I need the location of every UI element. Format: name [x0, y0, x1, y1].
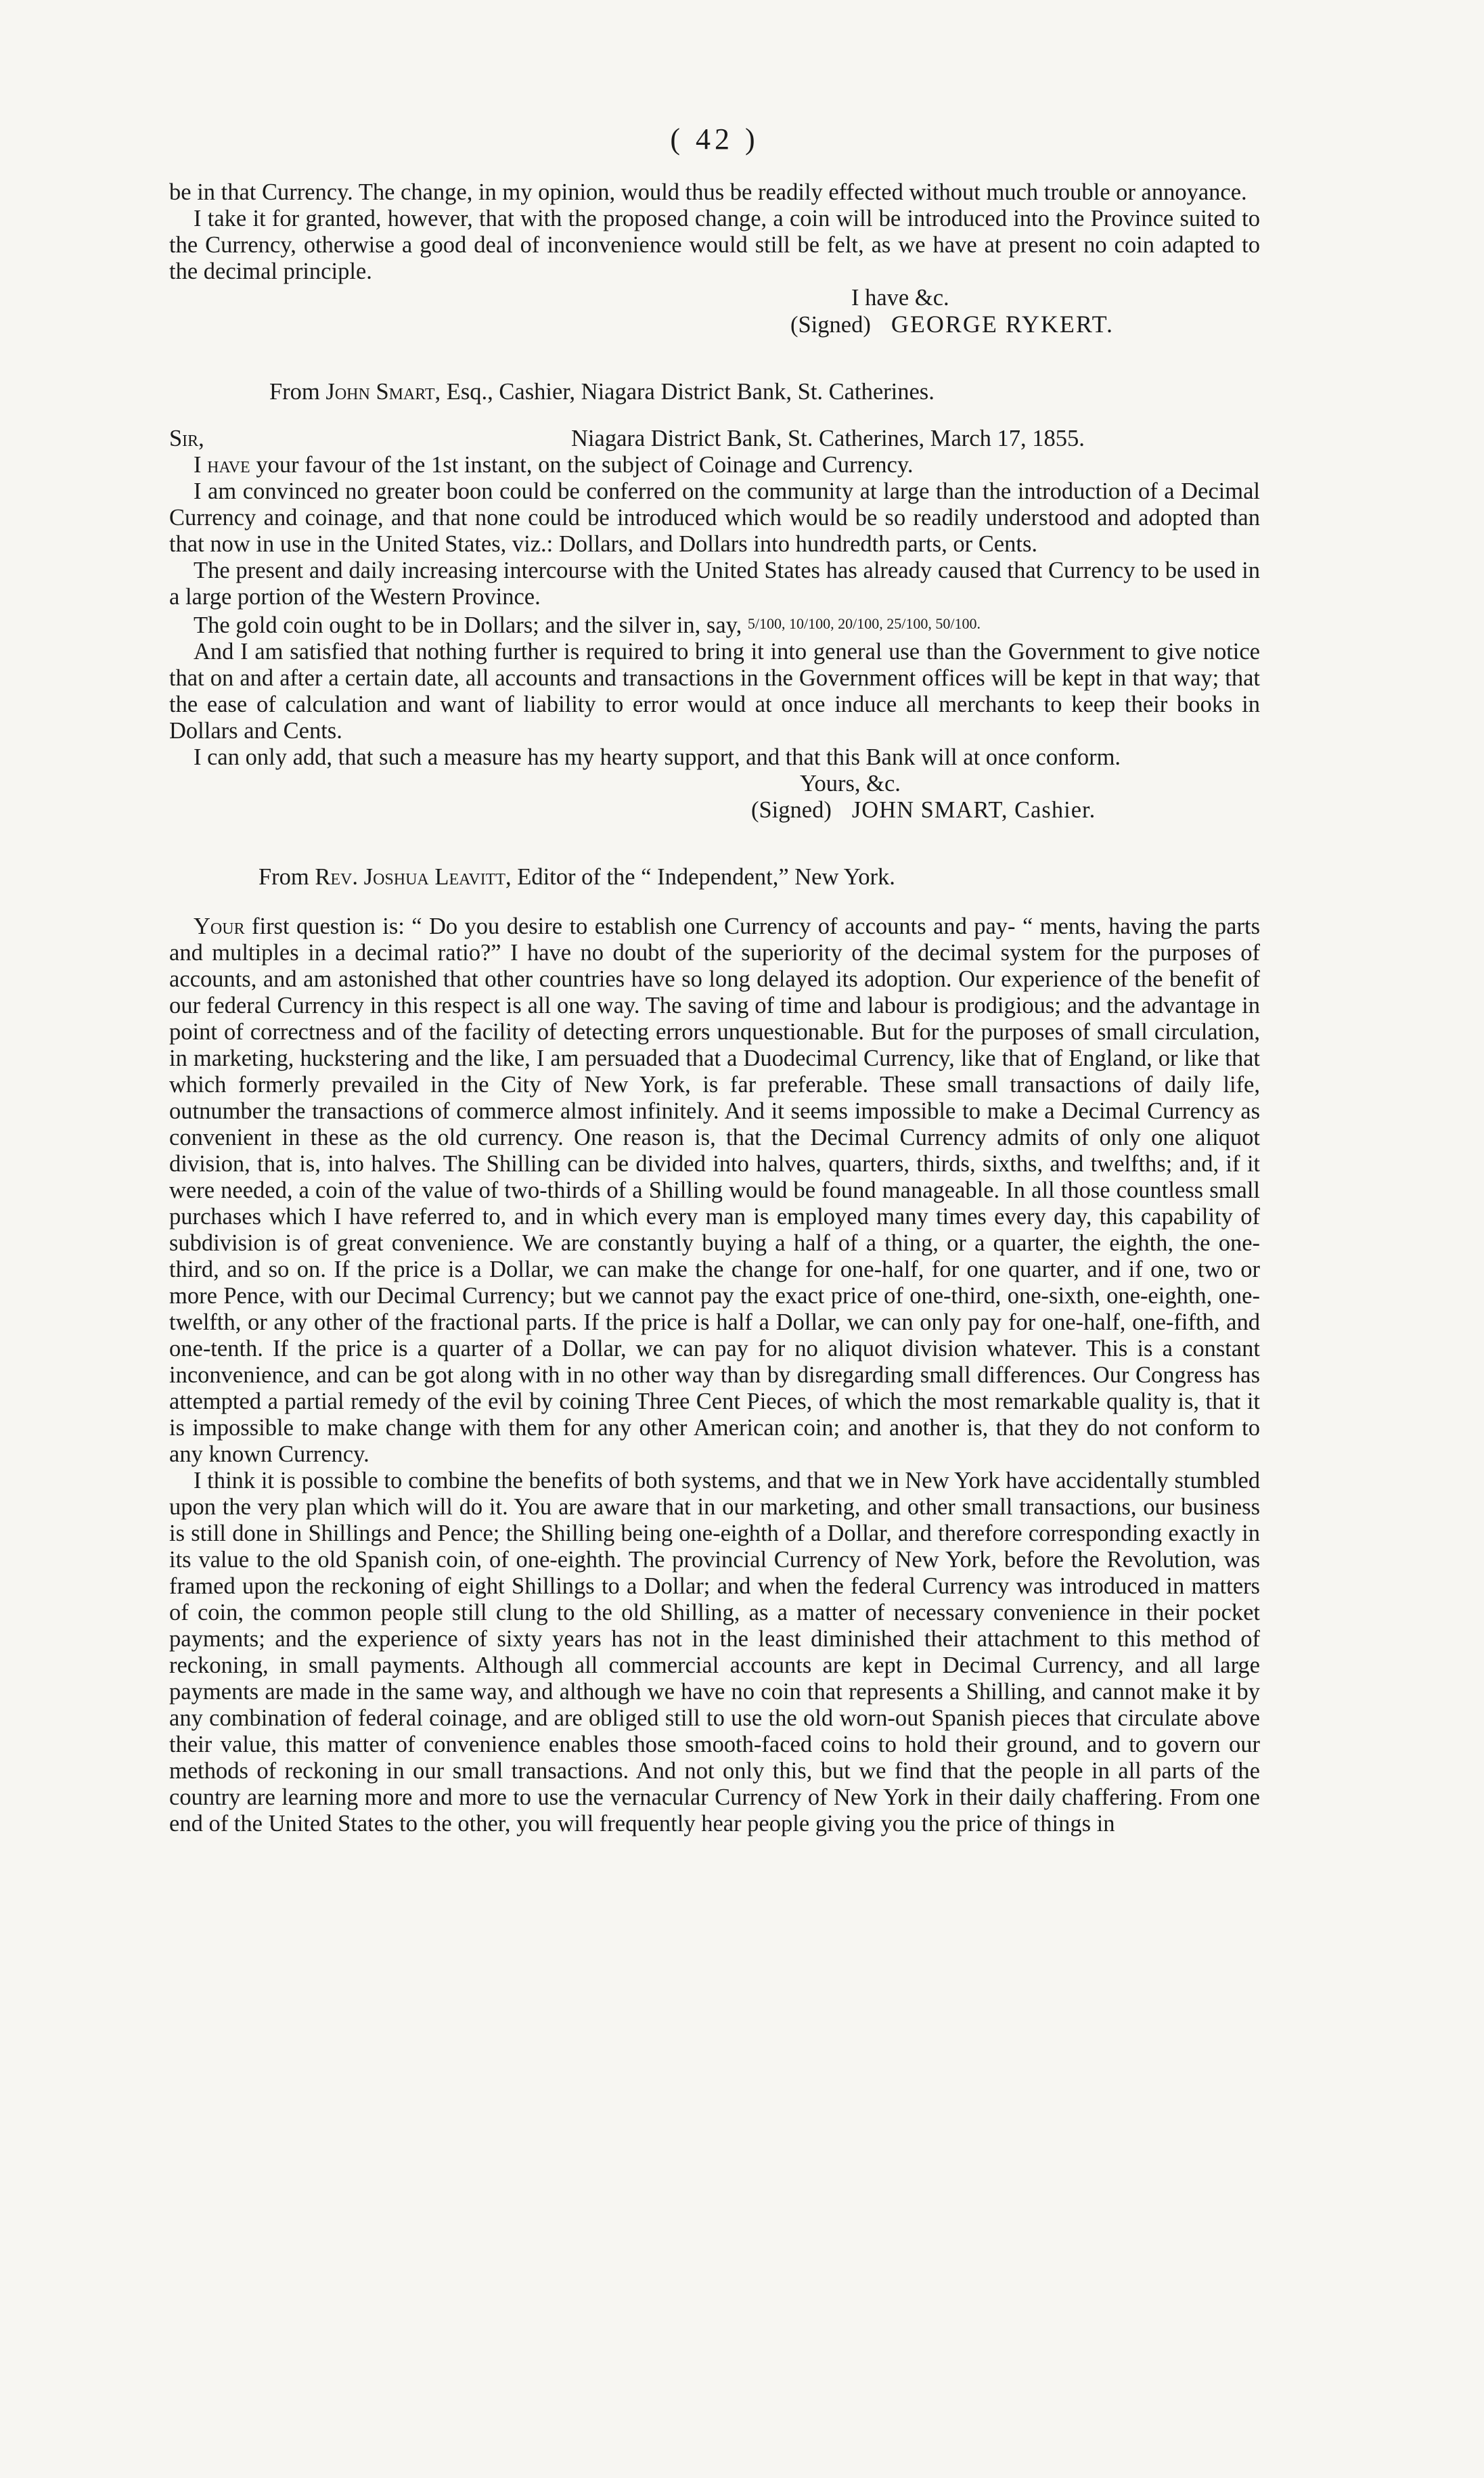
leavitt-letter-heading	[169, 864, 1260, 891]
smart-paragraph-6: I can only add, that such a measure has my hearty support, and that this Bank will at once conform.	[194, 744, 1121, 770]
smart-heading-name: John Smart	[325, 379, 435, 405]
leavitt-paragraph-1	[169, 914, 1260, 1468]
smart-p1-lead: I have	[194, 452, 250, 478]
smart-signature	[169, 797, 1260, 824]
rykert-signed-label: (Signed)	[790, 312, 871, 338]
document-page	[169, 122, 1260, 1837]
leavitt-p1-rest: first question is: “ Do you desire to establish one Currency of accounts and pay- “ ments, having the parts and multiples in a decimal ratio?” I have no doubt of the superiority of the decimal system for the purposes of accounts, and am astonished that other countries have so long delayed its adoption. Our experience of the benefit of our federal Currency in this respect is all one way. The saving of time and labour is prodigious; and the advantage in point of correctness and of the facility of detecting errors unquestionable. But for the purposes of small circulation, in marketing, huckstering and the like, I am persuaded that a Duodecimal Currency, like that of England, or like that which formerly prevailed in the City of New York, is far preferable. These small transactions of daily life, outnumber the transactions of commerce almost infinitely. And it seems impossible to make a Decimal Currency as convenient in these as the old currency. One reason is, that the Decimal Currency admits of only one aliquot division, that is, into halves. The Shilling can be divided into halves, quarters, thirds, sixths, and twelfths; and, if it were needed, a coin of the value of two-thirds of a Shilling would be found manageable. In all those countless small purchases which I have referred to, and in which every man is employed many times every day, this capability of subdivision is of great convenience. We are constantly buying a half of a thing, or a quarter, the eighth, the one-third, and so on. If the price is a Dollar, we can make the change for one-half, for one quarter, and if one, two or more Pence, with our Decimal Currency; but we cannot pay the exact price of one-third, one-sixth, one-eighth, one-twelfth, or any other of the fractional parts. If the price is half a Dollar, we can only pay for one-half, one-fifth, and one-tenth. If the price is a quarter of a Dollar, we can pay for no aliquot division whatever. This is a constant inconvenience, and can be got along with in no other way than by disregarding small differences. Our Congress has attempted a partial remedy of the evil by coining Three Cent Pieces, of which the most remarkable quality is, that it is impossible to make change with them for any other American coin; and another is, that they do not conform to any known Currency.	[169, 914, 1260, 1467]
rykert-signed-name: GEORGE RYKERT.	[891, 311, 1114, 338]
leavitt-paragraph-2: I think it is possible to combine the benefits of both systems, and that we in New York have accidentally stumbled upon the very plan which will do it. You are aware that in our marketing, and other small transactions, our business is still done in Shillings and Pence; the Shilling being one-eighth of a Dollar, and therefore corresponding exactly in its value to the old Spanish coin, of one-eighth. The provincial Currency of New York, before the Revolution, was framed upon the reckoning of eight Shillings to a Dollar; and when the federal Currency was introduced in matters of coin, the common people still clung to the old Shilling, as a matter of necessary convenience in their pocket payments; and the experience of sixty years has not in the least diminished their attachment to this method of reckoning, in small payments. Although all commercial accounts are kept in Decimal Currency, and all large payments are made in the same way, and although we have no coin that represents a Shilling, and cannot make it by any combination of federal coinage, and are obliged still to use the old worn-out Spanish pieces that circulate above their value, this matter of convenience enables those smooth-faced coins to hold their ground, and to govern our methods of reckoning in our small transactions. And not only this, but we find that the people in all parts of the country are learning more and more to use the vernacular Currency of New York in their daily chaffering. From one end of the United States to the other, you will frequently hear people giving you the price of things in	[169, 1468, 1260, 1837]
smart-p1-rest: your favour of the 1st instant, on the subject of Coinage and Currency.	[250, 452, 914, 478]
leavitt-heading-prefix: From	[258, 864, 309, 890]
smart-paragraph-3: The present and daily increasing intercourse with the United States has already caused that Currency to be used in a large portion of the Western Province.	[169, 558, 1260, 610]
smart-salutation: Sir,	[169, 426, 204, 451]
smart-p4-fractions: 5/100, 10/100, 20/100, 25/100, 50/100.	[747, 615, 981, 632]
leavitt-heading-name: Rev. Joshua Leavitt	[315, 864, 505, 890]
smart-signed-label: (Signed)	[751, 797, 832, 823]
leavitt-p1-lead: Your	[194, 914, 245, 939]
rykert-paragraph-2: I take it for granted, however, that with the proposed change, a coin will be introduced into the Province suited to the Currency, otherwise a good deal of inconvenience would still be felt, as we have at present no coin adapted to the decimal principle.	[169, 206, 1260, 284]
smart-signed-name: JOHN SMART, Cashier.	[851, 797, 1096, 823]
rykert-closing: I have &c.	[851, 285, 949, 311]
smart-heading-rest: , Esq., Cashier, Niagara District Bank, St. Catherines.	[434, 379, 935, 405]
smart-letter-heading	[169, 379, 1260, 405]
page-number: ( 42 )	[670, 122, 759, 156]
rykert-signature	[169, 311, 1260, 338]
leavitt-heading-rest: , Editor of the “ Independent,” New York.	[505, 864, 895, 890]
smart-dateline-row	[169, 426, 1260, 452]
smart-heading-prefix: From	[269, 379, 320, 405]
smart-paragraph-4	[169, 610, 1260, 639]
smart-dateline: Niagara District Bank, St. Catherines, March 17, 1855.	[571, 426, 1085, 451]
smart-paragraph-5: And I am satisfied that nothing further is required to bring it into general use than the Government to give notice that on and after a certain date, all accounts and transactions in the Government offices will be kept in that way; that the ease of calculation and want of liability to error would at once induce all merchants to keep their books in Dollars and Cents.	[169, 639, 1260, 744]
smart-paragraph-1	[169, 452, 1260, 478]
smart-closing: Yours, &c.	[800, 771, 901, 796]
rykert-paragraph-1: be in that Currency. The change, in my opinion, would thus be readily effected without much trouble or annoyance.	[169, 179, 1247, 205]
smart-p4-text: The gold coin ought to be in Dollars; and the silver in, say,	[194, 612, 742, 638]
smart-paragraph-2: I am convinced no greater boon could be conferred on the community at large than the introduction of a Decimal Currency and coinage, and that none could be introduced which would be so readily understood and adopted than that now in use in the United States, viz.: Dollars, and Dollars into hundredth parts, or Cents.	[169, 478, 1260, 557]
